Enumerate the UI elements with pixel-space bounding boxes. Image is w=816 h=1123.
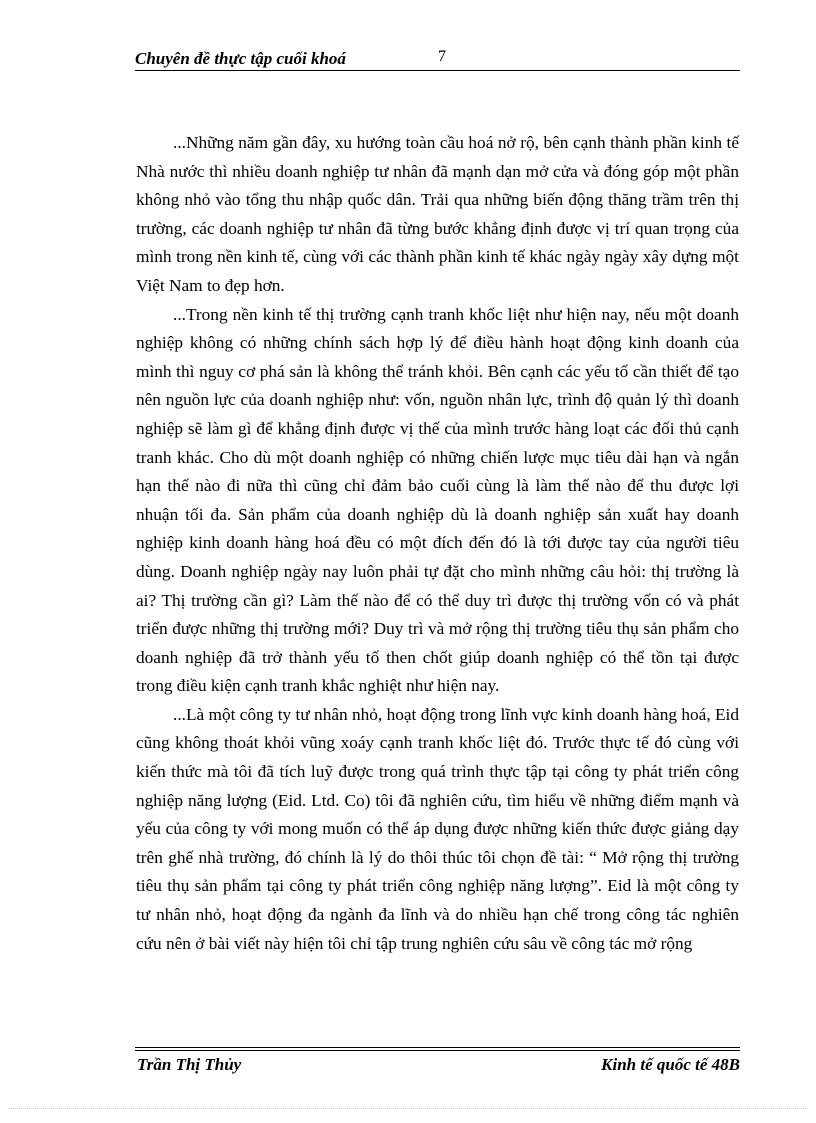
footer-class: Kinh tế quốc tế 48B [601, 1055, 740, 1074]
page-number: 7 [438, 48, 446, 65]
page-header [135, 48, 740, 71]
paragraph-1: ...Những năm gần đây, xu hướng toàn cầu hoá nở rộ, bên cạnh thành phần kinh tế Nhà nước thì nhiều doanh nghiệp tư nhân đã mạnh dạn mở cửa và đóng góp một phần không nhỏ vào tổng thu nhập quốc dân. Trải qua những biến động thăng trầm trên thị trường, các doanh nghiệp tư nhân đã từng bước khẳng định được vị trí quan trọng của mình trong nền kinh tế, cùng với các thành phần kinh tế khác ngày ngày xây dựng một Việt Nam to đẹp hơn. [136, 133, 739, 295]
document-body [136, 129, 739, 958]
paragraph-3: ...Là một công ty tư nhân nhỏ, hoạt động trong lĩnh vực kinh doanh hàng hoá, Eid cũng không thoát khỏi vũng xoáy cạnh tranh khốc liệt đó. Trước thực tế đó cùng với kiến thức mà tôi đã tích luỹ được trong quá trình thực tập tại công ty phát triển công nghiệp năng lượng (Eid. Ltd. Co) tôi đã nghiên cứu, tìm hiểu về những điểm mạnh và yếu của công ty với mong muốn có thể áp dụng được những kiến thức được giảng dạy trên ghế nhà trường, đó chính là lý do thôi thúc tôi chọn đề tài: “ Mở rộng thị trường tiêu thụ sản phẩm tại công ty phát triển công nghiệp năng lượng”. Eid là một công ty tư nhân nhỏ, hoạt động đa ngành đa lĩnh và do nhiều hạn chế trong công tác nghiên cứu nên ở bài viết này hiện tôi chỉ tập trung nghiên cứu sâu về công tác mở rộng [136, 704, 739, 953]
paragraph-2: ...Trong nền kinh tế thị trường cạnh tranh khốc liệt như hiện nay, nếu một doanh nghiệp không có những chính sách hợp lý để điều hành hoạt động kinh doanh của mình thì nguy cơ phá sản là không thể tránh khỏi. Bên cạnh các yếu tố cần thiết để tạo nên nguồn lực của doanh nghiệp như: vốn, nguồn nhân lực, trình độ quản lý thì doanh nghiệp sẽ làm gì để khẳng định được vị thế của mình trước hàng loạt các đối thủ cạnh tranh khác. Cho dù một doanh nghiệp có những chiến lược mục tiêu dài hạn và ngắn hạn thế nào đi nữa thì cũng chỉ đảm bảo cuối cùng là làm thế nào để thu được lợi nhuận tối đa. Sản phẩm của doanh nghiệp dù là doanh nghiệp sản xuất hay doanh nghiệp kinh doanh hàng hoá đều có một đích đến đó là tới được tay của người tiêu dùng. Doanh nghiệp ngày nay luôn phải tự đặt cho mình những câu hỏi: thị trường là ai? Thị trường cần gì? Làm thế nào để có thể duy trì được thị trường vốn có và phát triển được những thị trường mới? Duy trì và mở rộng thị trường tiêu thụ sản phẩm cho doanh nghiệp đã trở thành yếu tố then chốt giúp doanh nghiệp có thể tồn tại được trong điều kiện cạnh tranh khắc nghiệt như hiện nay. [136, 304, 739, 696]
page-bottom-border [8, 1108, 808, 1109]
header-title: Chuyên đề thực tập cuối khoá [135, 49, 346, 68]
footer-author: Trần Thị Thủy [137, 1055, 242, 1074]
footer-divider [135, 1047, 740, 1051]
